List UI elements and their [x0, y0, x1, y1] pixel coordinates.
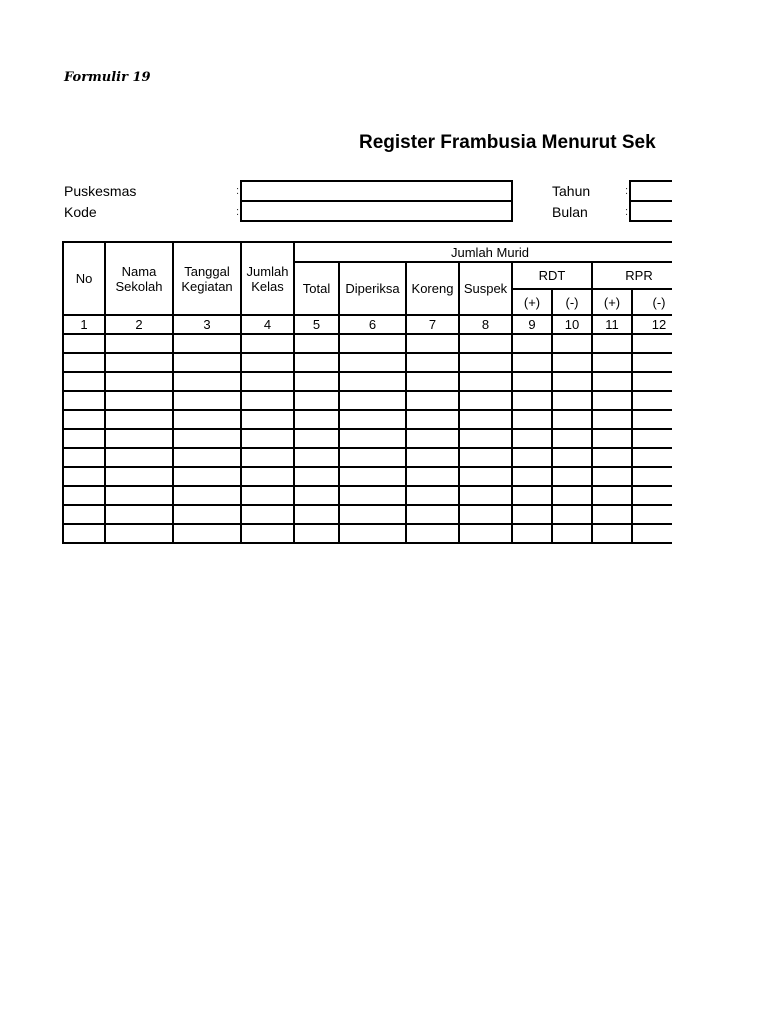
table-cell[interactable]	[294, 353, 339, 372]
header-nama-sekolah: Nama Sekolah	[105, 242, 173, 315]
table-cell[interactable]	[632, 334, 672, 353]
table-cell[interactable]	[105, 372, 173, 391]
table-cell[interactable]	[241, 391, 294, 410]
table-cell[interactable]	[339, 410, 406, 429]
table-cell[interactable]	[63, 467, 105, 486]
table-cell[interactable]	[592, 334, 632, 353]
table-cell[interactable]	[294, 334, 339, 353]
table-cell[interactable]	[105, 391, 173, 410]
table-cell[interactable]	[406, 372, 459, 391]
table-cell[interactable]	[406, 467, 459, 486]
table-cell[interactable]	[339, 505, 406, 524]
table-cell[interactable]	[241, 353, 294, 372]
table-cell[interactable]	[512, 372, 552, 391]
table-cell[interactable]	[241, 410, 294, 429]
table-cell[interactable]	[63, 486, 105, 505]
table-cell[interactable]	[632, 353, 672, 372]
table-cell[interactable]	[241, 372, 294, 391]
table-cell[interactable]	[105, 467, 173, 486]
table-cell[interactable]	[63, 334, 105, 353]
table-cell[interactable]	[173, 486, 241, 505]
table-cell[interactable]	[459, 448, 512, 467]
table-cell[interactable]	[592, 486, 632, 505]
table-cell[interactable]	[406, 486, 459, 505]
table-cell[interactable]	[406, 334, 459, 353]
header-rpr: RPR	[592, 262, 672, 289]
header-total: Total	[294, 262, 339, 315]
table-cell[interactable]	[459, 429, 512, 448]
header-rdt: RDT	[512, 262, 592, 289]
table-cell[interactable]	[105, 334, 173, 353]
column-number: 5	[294, 315, 339, 334]
table-cell[interactable]	[294, 486, 339, 505]
register-table-container	[62, 241, 672, 544]
table-cell[interactable]	[339, 467, 406, 486]
table-cell[interactable]	[592, 391, 632, 410]
table-cell[interactable]	[459, 391, 512, 410]
register-table	[62, 241, 672, 544]
table-cell[interactable]	[512, 334, 552, 353]
table-cell[interactable]	[512, 410, 552, 429]
table-cell[interactable]	[105, 353, 173, 372]
header-rpr-negative: (-)	[632, 289, 672, 315]
table-cell[interactable]	[406, 448, 459, 467]
bulan-field[interactable]	[629, 200, 672, 222]
table-cell[interactable]	[592, 429, 632, 448]
table-cell[interactable]	[406, 429, 459, 448]
table-row	[63, 524, 672, 543]
column-number: 12	[632, 315, 672, 334]
column-number: 11	[592, 315, 632, 334]
table-cell[interactable]	[63, 410, 105, 429]
table-cell[interactable]	[173, 353, 241, 372]
kode-field[interactable]	[240, 200, 513, 222]
table-cell[interactable]	[63, 372, 105, 391]
table-cell[interactable]	[294, 524, 339, 543]
page-title: Register Frambusia Menurut Sek	[359, 132, 656, 153]
table-cell[interactable]	[592, 410, 632, 429]
table-cell[interactable]	[512, 486, 552, 505]
table-cell[interactable]	[241, 524, 294, 543]
table-cell[interactable]	[552, 486, 592, 505]
header-jumlah-murid: Jumlah Murid	[294, 242, 672, 262]
table-cell[interactable]	[552, 334, 592, 353]
table-cell[interactable]	[339, 391, 406, 410]
table-cell[interactable]	[339, 486, 406, 505]
table-cell[interactable]	[512, 467, 552, 486]
table-cell[interactable]	[173, 410, 241, 429]
column-number: 10	[552, 315, 592, 334]
table-cell[interactable]	[632, 524, 672, 543]
table-cell[interactable]	[552, 448, 592, 467]
table-cell[interactable]	[592, 524, 632, 543]
table-cell[interactable]	[173, 505, 241, 524]
puskesmas-label: Puskesmas	[64, 183, 137, 199]
table-cell[interactable]	[63, 391, 105, 410]
table-cell[interactable]	[632, 486, 672, 505]
tahun-field[interactable]	[629, 180, 672, 202]
table-cell[interactable]	[339, 429, 406, 448]
table-cell[interactable]	[632, 448, 672, 467]
table-row	[63, 410, 672, 429]
table-cell[interactable]	[339, 353, 406, 372]
table-cell[interactable]	[105, 410, 173, 429]
header-diperiksa: Diperiksa	[339, 262, 406, 315]
table-cell[interactable]	[294, 448, 339, 467]
table-cell[interactable]	[173, 372, 241, 391]
table-cell[interactable]	[459, 334, 512, 353]
column-number: 2	[105, 315, 173, 334]
table-cell[interactable]	[459, 353, 512, 372]
table-cell[interactable]	[241, 334, 294, 353]
table-cell[interactable]	[459, 486, 512, 505]
table-cell[interactable]	[592, 448, 632, 467]
table-cell[interactable]	[592, 505, 632, 524]
table-cell[interactable]	[241, 486, 294, 505]
table-cell[interactable]	[173, 334, 241, 353]
table-cell[interactable]	[459, 524, 512, 543]
table-cell[interactable]	[105, 524, 173, 543]
table-cell[interactable]	[63, 524, 105, 543]
bulan-colon: :	[625, 206, 629, 218]
kode-colon: :	[236, 206, 240, 218]
table-row	[63, 448, 672, 467]
kode-label: Kode	[64, 204, 97, 220]
header-rdt-positive: (+)	[512, 289, 552, 315]
table-row	[63, 486, 672, 505]
table-row	[63, 429, 672, 448]
table-cell[interactable]	[339, 334, 406, 353]
table-cell[interactable]	[294, 372, 339, 391]
tahun-colon: :	[625, 185, 629, 197]
table-cell[interactable]	[552, 524, 592, 543]
table-cell[interactable]	[552, 505, 592, 524]
table-cell[interactable]	[63, 429, 105, 448]
header-no: No	[63, 242, 105, 315]
table-cell[interactable]	[552, 353, 592, 372]
table-cell[interactable]	[294, 467, 339, 486]
header-jumlah-kelas: Jumlah Kelas	[241, 242, 294, 315]
table-cell[interactable]	[512, 353, 552, 372]
table-cell[interactable]	[552, 410, 592, 429]
table-cell[interactable]	[173, 524, 241, 543]
table-cell[interactable]	[552, 391, 592, 410]
table-cell[interactable]	[173, 391, 241, 410]
puskesmas-colon: :	[236, 185, 240, 197]
table-row	[63, 334, 672, 353]
column-number: 3	[173, 315, 241, 334]
table-cell[interactable]	[632, 410, 672, 429]
table-cell[interactable]	[294, 410, 339, 429]
table-cell[interactable]	[552, 372, 592, 391]
table-cell[interactable]	[339, 448, 406, 467]
table-cell[interactable]	[241, 429, 294, 448]
column-number: 6	[339, 315, 406, 334]
table-cell[interactable]	[512, 524, 552, 543]
table-cell[interactable]	[632, 505, 672, 524]
table-row	[63, 505, 672, 524]
table-row	[63, 467, 672, 486]
column-number: 9	[512, 315, 552, 334]
table-cell[interactable]	[592, 372, 632, 391]
column-number: 4	[241, 315, 294, 334]
table-cell[interactable]	[632, 467, 672, 486]
table-cell[interactable]	[459, 410, 512, 429]
data-rows	[63, 334, 672, 543]
table-cell[interactable]	[63, 448, 105, 467]
table-cell[interactable]	[406, 410, 459, 429]
header-koreng: Koreng	[406, 262, 459, 315]
table-cell[interactable]	[241, 467, 294, 486]
table-cell[interactable]	[459, 505, 512, 524]
column-number: 1	[63, 315, 105, 334]
header-rdt-negative: (-)	[552, 289, 592, 315]
tahun-label: Tahun	[552, 183, 591, 199]
table-cell[interactable]	[406, 505, 459, 524]
table-cell[interactable]	[632, 372, 672, 391]
table-cell[interactable]	[241, 448, 294, 467]
table-cell[interactable]	[105, 486, 173, 505]
table-cell[interactable]	[241, 505, 294, 524]
table-cell[interactable]	[63, 505, 105, 524]
table-cell[interactable]	[592, 467, 632, 486]
column-number-row	[63, 315, 672, 334]
table-cell[interactable]	[512, 391, 552, 410]
table-cell[interactable]	[105, 448, 173, 467]
table-cell[interactable]	[512, 429, 552, 448]
table-cell[interactable]	[173, 467, 241, 486]
table-cell[interactable]	[406, 391, 459, 410]
form-number: Formulir 19	[64, 70, 151, 85]
table-cell[interactable]	[512, 448, 552, 467]
header-rpr-positive: (+)	[592, 289, 632, 315]
table-cell[interactable]	[294, 391, 339, 410]
column-number: 8	[459, 315, 512, 334]
table-cell[interactable]	[294, 429, 339, 448]
table-cell[interactable]	[632, 391, 672, 410]
table-cell[interactable]	[173, 429, 241, 448]
table-row	[63, 391, 672, 410]
table-cell[interactable]	[406, 353, 459, 372]
table-cell[interactable]	[63, 353, 105, 372]
table-cell[interactable]	[552, 429, 592, 448]
table-row	[63, 353, 672, 372]
header-tanggal-kegiatan: Tanggal Kegiatan	[173, 242, 241, 315]
table-cell[interactable]	[294, 505, 339, 524]
bulan-label: Bulan	[552, 204, 588, 220]
puskesmas-field[interactable]	[240, 180, 513, 202]
table-cell[interactable]	[512, 505, 552, 524]
table-cell[interactable]	[459, 372, 512, 391]
table-cell[interactable]	[632, 429, 672, 448]
column-number: 7	[406, 315, 459, 334]
table-cell[interactable]	[552, 467, 592, 486]
table-cell[interactable]	[459, 467, 512, 486]
header-suspek: Suspek	[459, 262, 512, 315]
table-cell[interactable]	[339, 524, 406, 543]
table-cell[interactable]	[592, 353, 632, 372]
table-row	[63, 372, 672, 391]
table-cell[interactable]	[173, 448, 241, 467]
table-cell[interactable]	[339, 372, 406, 391]
table-cell[interactable]	[105, 505, 173, 524]
table-cell[interactable]	[105, 429, 173, 448]
table-cell[interactable]	[406, 524, 459, 543]
